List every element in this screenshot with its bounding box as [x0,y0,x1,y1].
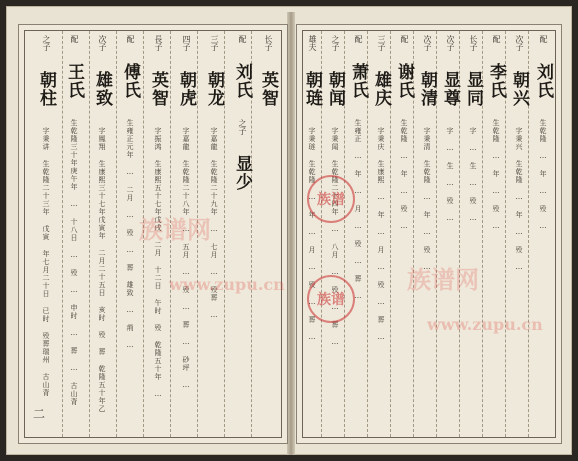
genealogy-entry [464,35,481,433]
entry-relation: 配 [126,35,135,43]
column-rule [89,31,90,437]
genealogy-entry [418,35,435,433]
entry-note: 生雍正元年 … 二月 … 殁 … 葬 雄致 … 荊 … [126,119,134,350]
entry-relation: 次子 [446,35,455,51]
entry-note: 字嘉龍 生乾隆二十八年 … 五月 … 殁 … 葬 … 砂坪 … [182,127,190,390]
genealogy-entry [259,35,276,433]
genealogy-entry [233,35,250,433]
entry-note: 字秉兴 生乾隆 … 年 … 殁 … [515,127,523,272]
entry-note: 字嘉龍 生乾隆二十九年 … 七月 … 殁葬 … [210,127,218,320]
entry-note: 生乾隆 … 年 … 殁 … [492,119,500,231]
left-page [18,24,288,444]
entry-relation: 长子 [469,35,478,51]
entry-relation: 配 [354,35,363,43]
genealogy-entry [487,35,504,433]
entry-note: 字 … 生 … 殁 … [446,127,454,223]
entry-name: 傅氏 [120,63,140,99]
entry-name: 显尊 [440,71,460,107]
entry-name: 英智 [258,71,278,107]
genealogy-entry [303,35,320,433]
entry-relation: 次子 [98,35,107,51]
watermark-url: www.zupu.cn [427,315,543,334]
entry-relation: 雄夫 [308,35,317,51]
genealogy-entry [372,35,389,433]
entry-name: 雄致 [92,71,112,107]
watermark-url: www.zupu.cn [169,275,285,294]
entry-relation: 次子 [423,35,432,51]
column-rule [62,31,63,437]
genealogy-entry [37,35,54,433]
entry-name: 刘氏 [533,63,553,99]
book-gutter [287,12,295,455]
entry-name: 朝虎 [176,71,196,107]
seal-stamp: 族谱 [307,275,355,323]
entry-relation: 四子 [182,35,191,51]
entry-name: 王氏 [64,63,84,99]
entry-note: 字鳳翔 生康熙三十七年戊寅年 二月二十五日 亥时 殁 葬 乾隆五十年乙 [98,127,106,413]
entry-name: 朝龙 [204,71,224,107]
entry-name: 李氏 [486,63,506,99]
entry-relation: 配 [400,35,409,43]
entry-note: 生乾隆 … 年 … 殁 … [400,119,408,231]
entry-name: 英智 [148,71,168,107]
entry-name: 朝闻 [325,71,345,107]
entry-note: 生乾隆 … 年 … 殁 … [539,119,547,231]
genealogy-entry [441,35,458,433]
entry-name: 雄庆 [371,71,391,107]
entry-relation: 三子 [377,35,386,51]
genealogy-entry [395,35,412,433]
entry-name: 朝柱 [36,71,56,107]
entry-name: 刘氏 [232,63,252,99]
entry-note: 生乾隆三十年庚午年 … 十八日 … 殁 … 申时 … 葬 … 古山背 [70,119,78,406]
entry-relation: 长子 [264,35,273,51]
page-number: 二 [33,407,46,421]
watermark-text: 族谱网 [407,265,479,294]
entry-relation: 之子 [42,35,51,51]
entry-name: 显同 [463,71,483,107]
book-spread [6,6,572,455]
column-rule [116,31,117,437]
genealogy-entry [65,35,82,433]
entry-name: 朝琏 [302,71,322,107]
entry-relation: 配 [492,35,501,43]
genealogy-entry [349,35,366,433]
genealogy-entry [534,35,551,433]
genealogy-entry [510,35,527,433]
entry-note: 字振鸿 生康熙五十七年戊戌 二月 十二日 午时 殁 乾隆五十年 … [154,127,162,399]
entry-relation: 長子 [154,35,163,51]
entry-relation: 配 [238,35,247,43]
entry-name: 朝兴 [509,71,529,107]
entry-relation: 之子 [331,35,340,51]
genealogy-entry [121,35,138,433]
entry-name: 朝清 [417,71,437,107]
watermark-text: 族谱网 [139,215,211,244]
entry-note: 字秉讲 生乾隆二十三年 戊寅 年七月二十日 已时 殁葬瑞州 古山背 [42,127,50,397]
entry-relation: 次子 [515,35,524,51]
entry-relation: 配 [70,35,79,43]
entry-note: 字秉闻 生乾隆二十四年 … 八月 … 殁 … 葬 … [331,127,339,347]
entry-relation: 三子 [210,35,219,51]
entry-note: 字 … 生 … 殁 … [469,127,477,223]
entry-relation: 配 [539,35,548,43]
entry-relation: 之子 [238,119,247,135]
entry-note: 字秉琏 生乾隆 … 年 … 月 … 殁 … 葬 … [308,127,316,342]
seal-stamp: 族谱 [307,175,355,223]
genealogy-entry [326,35,343,433]
entry-note: 字秉清 生乾隆 … 年 … 殁 … [423,127,431,272]
column-rule [224,31,225,437]
entry-name: 谢氏 [394,63,414,99]
right-page [296,24,562,444]
entry-name: 显少 [232,155,252,191]
entry-note: 生雍正 … 年 … 月 … 殁 … 葬 … [354,119,362,301]
entry-name: 萧氏 [348,63,368,99]
entry-note: 字秉庆 生康熙 … 年 … 月 … 殁 … 葬 … [377,127,385,342]
genealogy-entry [93,35,110,433]
